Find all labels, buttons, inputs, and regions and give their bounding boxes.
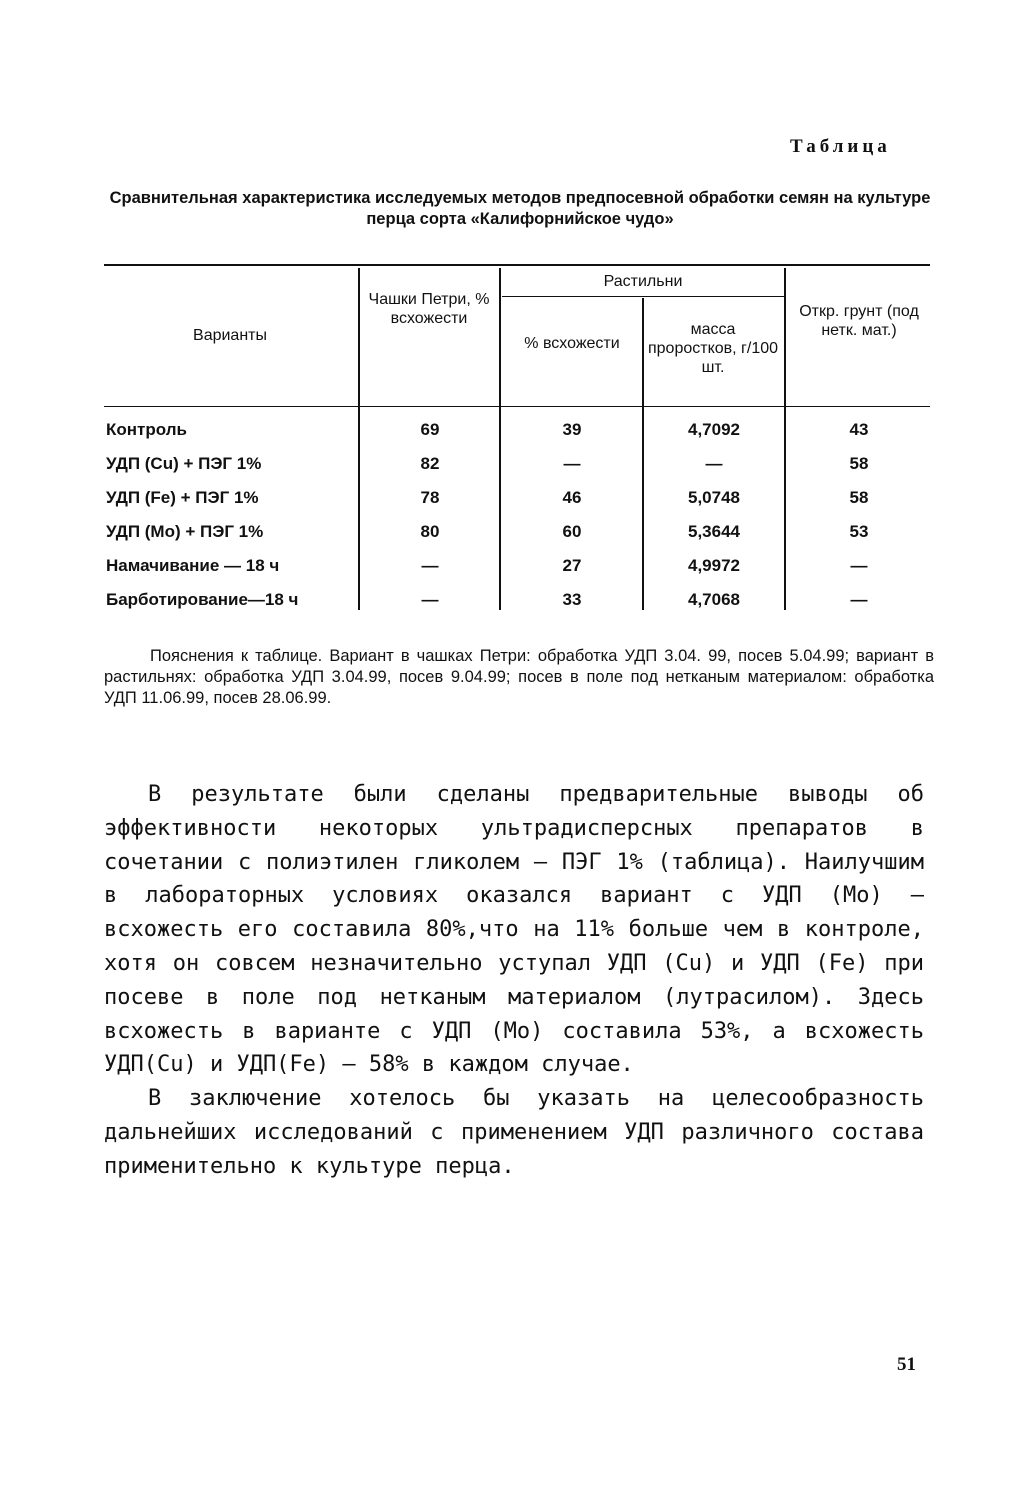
cell-germination: 33 [562,590,582,609]
cell-variant: УДП (Cu) + ПЭГ 1% [106,454,262,473]
header-petri: Чашки Петри, % всхожести [368,291,490,327]
col-divider-4 [784,268,786,610]
cell-germination: 60 [562,522,582,541]
cell-open-ground: 43 [849,420,869,439]
cell-germination: 46 [562,488,582,507]
body-text [104,778,924,1184]
cell-germination: 27 [562,556,582,575]
cell-mass: 5,3644 [688,522,740,541]
paragraph: В заключение хотелось бы указать на целесообразность дальнейших исследований с применением УДП различного состава применительно к культуре перца. [104,1086,924,1179]
paragraph: В результате были сделаны предварительные выводы об эффективности некоторых ультрадисперсных препаратов в сочетании с полиэтилен гликолем — ПЭГ 1% (таблица). Наилучшим в лабораторных условиях оказался вариант с УДП (Мо) — всхожесть его составила 80%,что на 11% больше чем в контроле, хотя он совсем незначительно уступал УДП (Cu) и УДП (Fe) при посеве в поле под нетканым материалом (лутрасилом). Здесь всхожесть в варианте с УДП (Мо) составила 53%, а всхожесть УДП(Cu) и УДП(Fe) — 58% в каждом случае. [104,782,924,1078]
col-divider-2 [499,268,501,610]
table-label: Таблица [790,136,891,157]
cell-variant: Намачивание — 18 ч [106,556,280,575]
header-variants: Варианты [193,327,267,344]
cell-germination: — [563,454,581,473]
table-notes [104,646,934,709]
comparison-table [104,264,930,614]
table-caption: Сравнительная характеристика исследуемых методов предпосевной обработки семян на культуре перца сорта «Калифорнийское чудо» [109,189,931,228]
cell-petri: — [421,590,439,609]
cell-petri: 80 [420,522,440,541]
cell-petri: 82 [420,454,440,473]
header-plants-mass: масса проростков, г/100 шт. [647,321,779,376]
cell-petri: 69 [420,420,440,439]
cell-variant: УДП (Мо) + ПЭГ 1% [106,522,264,541]
cell-mass: — [705,454,723,473]
cell-variant: УДП (Fe) + ПЭГ 1% [106,488,259,507]
cell-mass: 4,7092 [688,420,740,439]
cell-open-ground: 53 [849,522,869,541]
cell-variant: Контроль [106,420,187,439]
table-notes-text: Пояснения к таблице. Вариант в чашках Петри: обработка УДП 3.04. 99, посев 5.04.99; вариант в растильнях: обработка УДП 3.04.99, посев 9.04.99; посев в поле под нетканым материалом: обработка УДП 11.06.99, посев 28.06.99. [104,647,934,707]
cell-open-ground: 58 [849,454,869,473]
cell-open-ground: 58 [849,488,869,507]
page-number: 51 [897,1354,916,1375]
cell-open-ground: — [850,590,868,609]
header-plants-germination: % всхожести [524,335,620,352]
cell-mass: 5,0748 [688,488,740,507]
cell-germination: 39 [562,420,582,439]
cell-open-ground: — [850,556,868,575]
cell-mass: 4,7068 [688,590,740,609]
header-plants-group: Растильни [603,273,683,290]
table-top-rule [104,264,930,266]
cell-mass: 4,9972 [688,556,740,575]
cell-variant: Барботирование—18 ч [106,590,299,609]
table-header-rule [104,406,930,407]
header-open-ground: Откр. грунт (под нетк. мат.) [799,303,919,339]
plants-group-rule [502,296,784,297]
cell-petri: 78 [420,488,440,507]
col-divider-1 [358,268,360,610]
cell-petri: — [421,556,439,575]
